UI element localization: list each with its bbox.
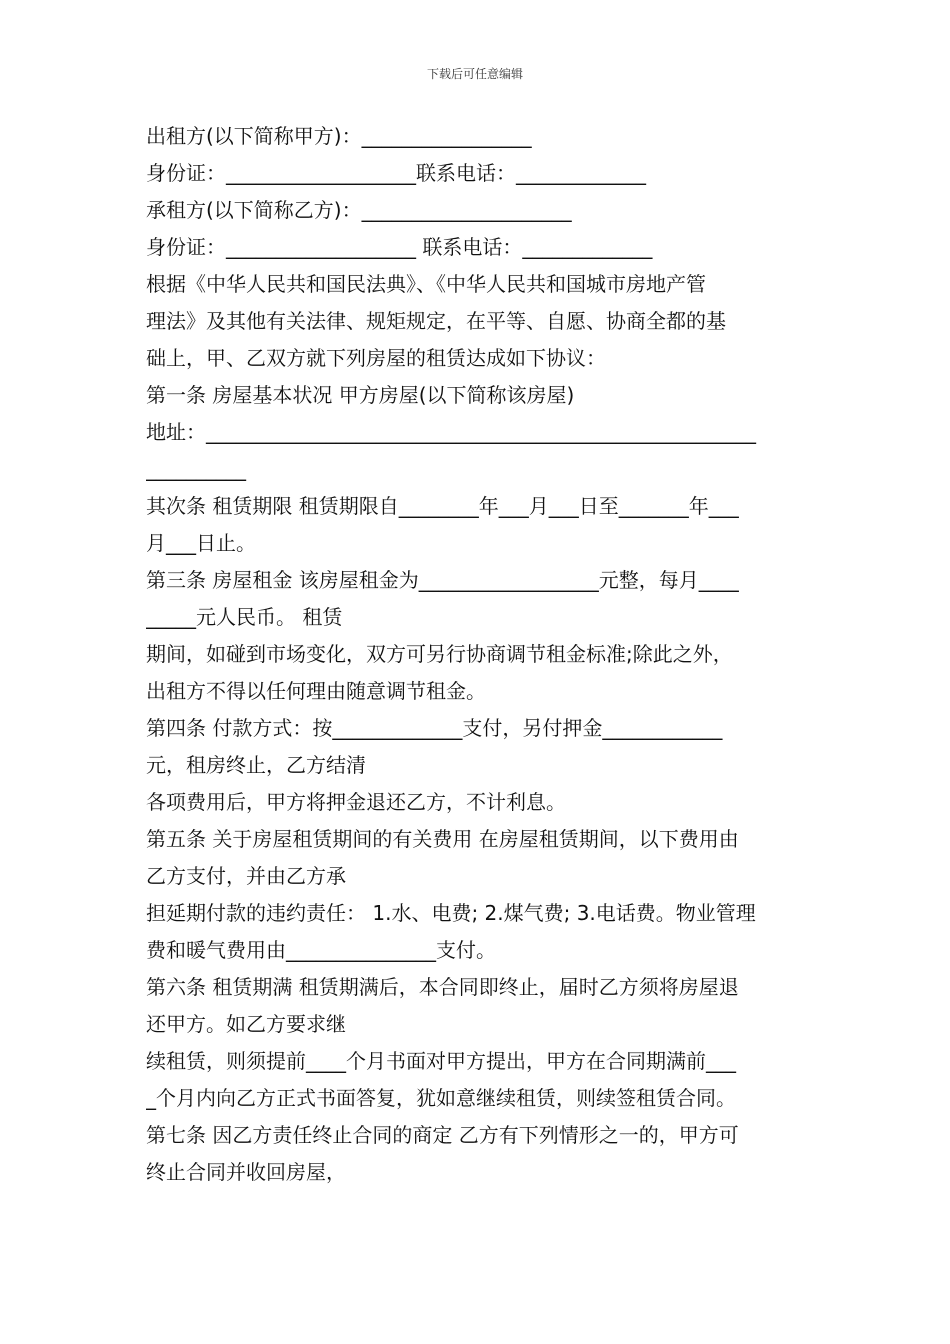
page-header: 下载后可任意编辑: [426, 67, 523, 81]
preamble-line-2: 理法》及其他有关法律、规矩规定，在平等、自愿、协商全都的基: [146, 309, 726, 333]
article-6-line-1: 第六条 租赁期满 租赁期满后，本合同即终止，届时乙方须将房屋退: [146, 975, 739, 999]
preamble-line-1: 根据《中华人民共和国民法典》、《中华人民共和国城市房地产管: [146, 272, 706, 296]
article-6-line-3: 续租赁，则须提前____个月书面对甲方提出，甲方在合同期满前___: [146, 1049, 736, 1073]
lessee-line: 承租方(以下简称乙方)：_____________________: [146, 198, 572, 222]
article-5-line-3: 担延期付款的违约责任： 1.水、电费; 2.煤气费; 3.电话费。物业管理: [146, 901, 756, 925]
article-4-line-1: 第四条 付款方式：按_____________支付，另付押金____________: [146, 716, 723, 740]
article-4-line-3: 各项费用后，甲方将押金退还乙方，不计利息。: [146, 790, 566, 814]
article-5-line-4: 费和暖气费用由_______________支付。: [146, 938, 496, 962]
article-2-line-1: 其次条 租赁期限 租赁期限自________年___月___日至_______年___: [146, 494, 739, 518]
article-7-line-2: 终止合同并收回房屋，: [146, 1160, 346, 1184]
article-5-line-2: 乙方支付，并由乙方承: [146, 864, 346, 888]
contract-body: [146, 118, 810, 1191]
article-2-line-2: 月___日止。: [146, 531, 256, 555]
preamble-line-3: 础上，甲、乙双方就下列房屋的租赁达成如下协议：: [146, 346, 606, 370]
article-3-line-3: 期间，如碰到市场变化，双方可另行协商调节租金标准;除此之外，: [146, 642, 733, 666]
article-4-line-2: 元，租房终止，乙方结清: [146, 753, 366, 777]
lessor-line: 出租方(以下简称甲方)：_________________: [146, 124, 532, 148]
lessee-id-phone-line: 身份证：___________________ 联系电话：_____________: [146, 235, 653, 259]
article-3-line-4: 出租方不得以任何理由随意调节租金。: [146, 679, 486, 703]
lessor-id-phone-line: 身份证：___________________联系电话：_____________: [146, 161, 646, 185]
article-3-line-1: 第三条 房屋租金 该房屋租金为__________________元整，每月____: [146, 568, 739, 592]
article-7-line-1: 第七条 因乙方责任终止合同的商定 乙方有下列情形之一的，甲方可: [146, 1123, 739, 1147]
address-line: 地址：_______________________________________________________: [146, 420, 756, 444]
article-5-line-1: 第五条 关于房屋租赁期间的有关费用 在房屋租赁期间，以下费用由: [146, 827, 739, 851]
article-3-line-2: _____元人民币。 租赁: [146, 605, 343, 629]
article-6-line-2: 还甲方。如乙方要求继: [146, 1012, 346, 1036]
article-6-line-4: _个月内向乙方正式书面答复，犹如意继续租赁，则续签租赁合同。: [146, 1086, 736, 1110]
address-line-cont: __________: [146, 457, 246, 481]
article-1-title: 第一条 房屋基本状况 甲方房屋(以下简称该房屋): [146, 383, 575, 407]
